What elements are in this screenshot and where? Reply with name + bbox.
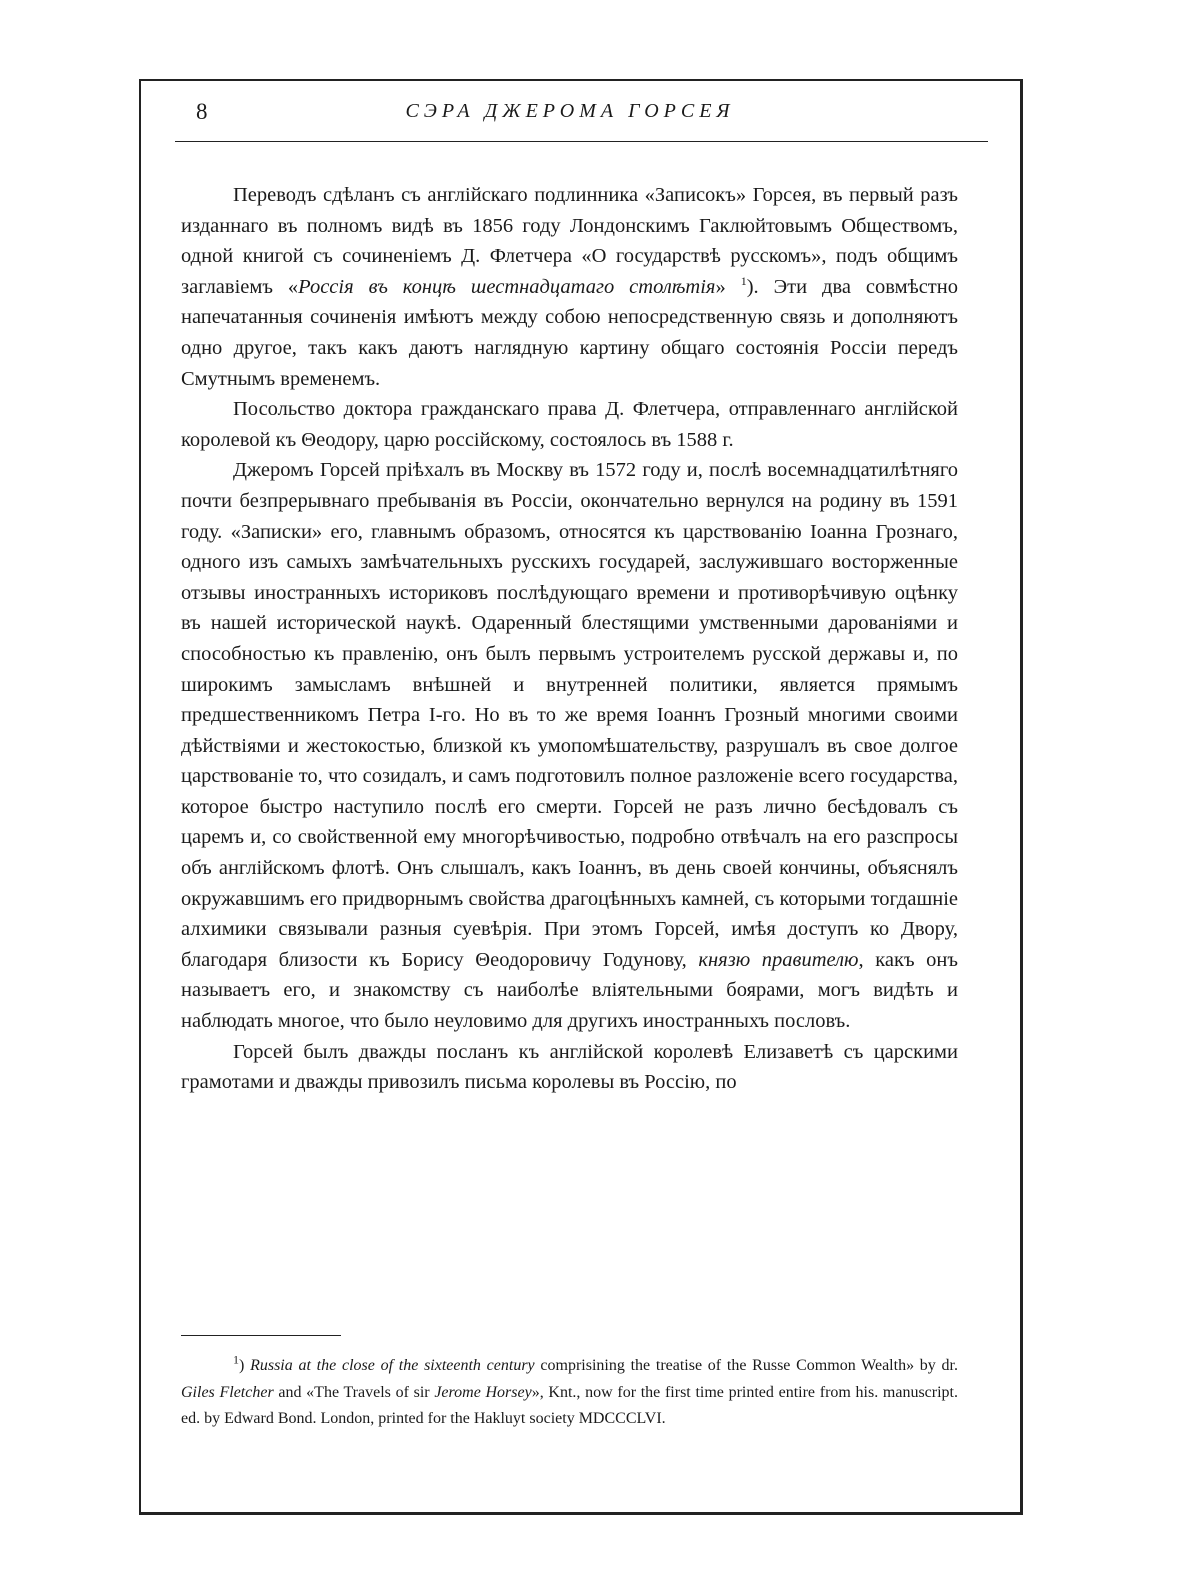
footnote-book-title: Russia at the close of the sixteenth century — [250, 1357, 535, 1374]
footnote-author: Giles Fletcher — [181, 1383, 274, 1401]
footnote-horsey: Jerome Horsey — [434, 1383, 532, 1401]
book-title-russia: Россія въ концѣ шестнадцатаго столѣтія — [298, 275, 716, 298]
title-knyazyu-pravitelyu: князю правителю — [698, 948, 859, 971]
running-title: СЭРА ДЖЕРОМА ГОРСЕЯ — [405, 100, 735, 122]
footnote-rule — [181, 1335, 341, 1336]
page-number: 8 — [196, 99, 208, 124]
paragraph-4: Горсей былъ дважды посланъ къ англійской королевѣ Елизаветѣ съ царскими грамотами и дважды привозилъ письма королевы въ Россію, по — [181, 1040, 958, 1094]
main-text — [181, 180, 958, 1098]
paragraph-1 — [181, 180, 958, 394]
footnote-reference[interactable]: 1 — [740, 273, 747, 288]
footnote-text-1: comprisining the treatise of the Russe Common Wealth» by dr. — [534, 1357, 959, 1374]
paragraph-3 — [181, 455, 958, 1036]
footnote-text-2: and «The Travels of sir — [273, 1383, 435, 1401]
paragraph-1-text-b: » — [715, 275, 726, 298]
paragraph-1-text-c: ). Эти два совмѣстно напечатанныя сочиненія имѣютъ между собою непосредственную связь и дополняютъ одно другое, такъ какъ даютъ наглядную картину общаго состоянія Россіи передъ Смутнымъ временемъ. — [181, 275, 958, 390]
paragraph-2: Посольство доктора гражданскаго права Д. Флетчера, отправленнаго англійской королевой къ Θеодору, царю россійскому, состоялось въ 1588 г. — [181, 398, 958, 451]
header-rule — [175, 141, 988, 142]
footnote-text-3: », Knt., now for the first time printed entire from his. manuscript. ed. by Edward Bond. London, printed for the Hakluyt society MDCCCLVI. — [181, 1383, 959, 1427]
footnote-mark: 1 — [233, 1352, 239, 1367]
paragraph-3-text-a: Джеромъ Горсей пріѣхалъ въ Москву въ 1572 году и, послѣ восемнадцатилѣтняго почти безпрерывнаго пребыванія въ Россіи, окончательно вернулся на родину въ 1591 году. «Записки» его, главнымъ образомъ, относятся къ царствованію Іоанна Грознаго, одного изъ самыхъ замѣчательныхъ русскихъ государей, заслужившаго восторженные отзывы иностранныхъ историковъ послѣдующаго времени и противорѣчивую оцѣнку въ нашей исторической наукѣ. Одаренный блестящими умственными дарованіями и способностью къ правленію, онъ былъ первымъ устроителемъ русской державы и, по широкимъ замысламъ внѣшней и внутренней политики, является прямымъ предшественникомъ Петра I-го. Но въ то же время Іоаннъ Грозный многими своими дѣйствіями и жестокостью, близкой къ умопомѣшательству, разрушалъ въ свое долгое царствованіе то, что созидалъ, и самъ подготовилъ полное разложеніе всего государства, которое быстро наступило послѣ его смерти. Горсей не разъ лично бесѣдовалъ съ царемъ и, со свойственной ему многорѣчивостью, подробно отвѣчалъ на его разспросы объ англійскомъ флотѣ. Онъ слышалъ, какъ Іоаннъ, въ день своей кончины, объяснялъ окружавшимъ его придворнымъ свойства драгоцѣнныхъ камней, съ которыми тогдашніе алхимики связывали разныя суевѣрія. При этомъ Горсей, имѣя доступъ ко Двору, благодаря близости къ Борису Θеодоровичу Годунову, — [181, 459, 958, 971]
footnote: $^1$) Russia at the close of the sixteenth century comprisining the treatise of the Russe Common Wealth» by dr. Giles Fletcher and «The Travels of sir Jerome Horsey», Knt., now for the first time printed entire from his. manuscript. ed. by Edward Bond. London, printed for the Hakluyt society MDCCCLVI. — [181, 1352, 959, 1427]
paragraph-1-text-a: Переводъ сдѣланъ съ англійскаго подлинника «Записокъ» Горсея, въ первый разъ изданнаго въ полномъ видѣ въ 1856 году Лондонскимъ Гаклюйтовымъ Обществомъ, одной книгой съ сочиненіемъ Д. Флетчера «О государствѣ русскомъ», подъ общимъ заглавіемъ « — [181, 184, 958, 298]
paragraph-3-text-b: , какъ онъ называетъ его, и знакомству съ наиболѣе вліятельными боярами, могъ видѣть и наблюдать многое, что было неуловимо для другихъ иностранныхъ пословъ. — [181, 948, 958, 1033]
